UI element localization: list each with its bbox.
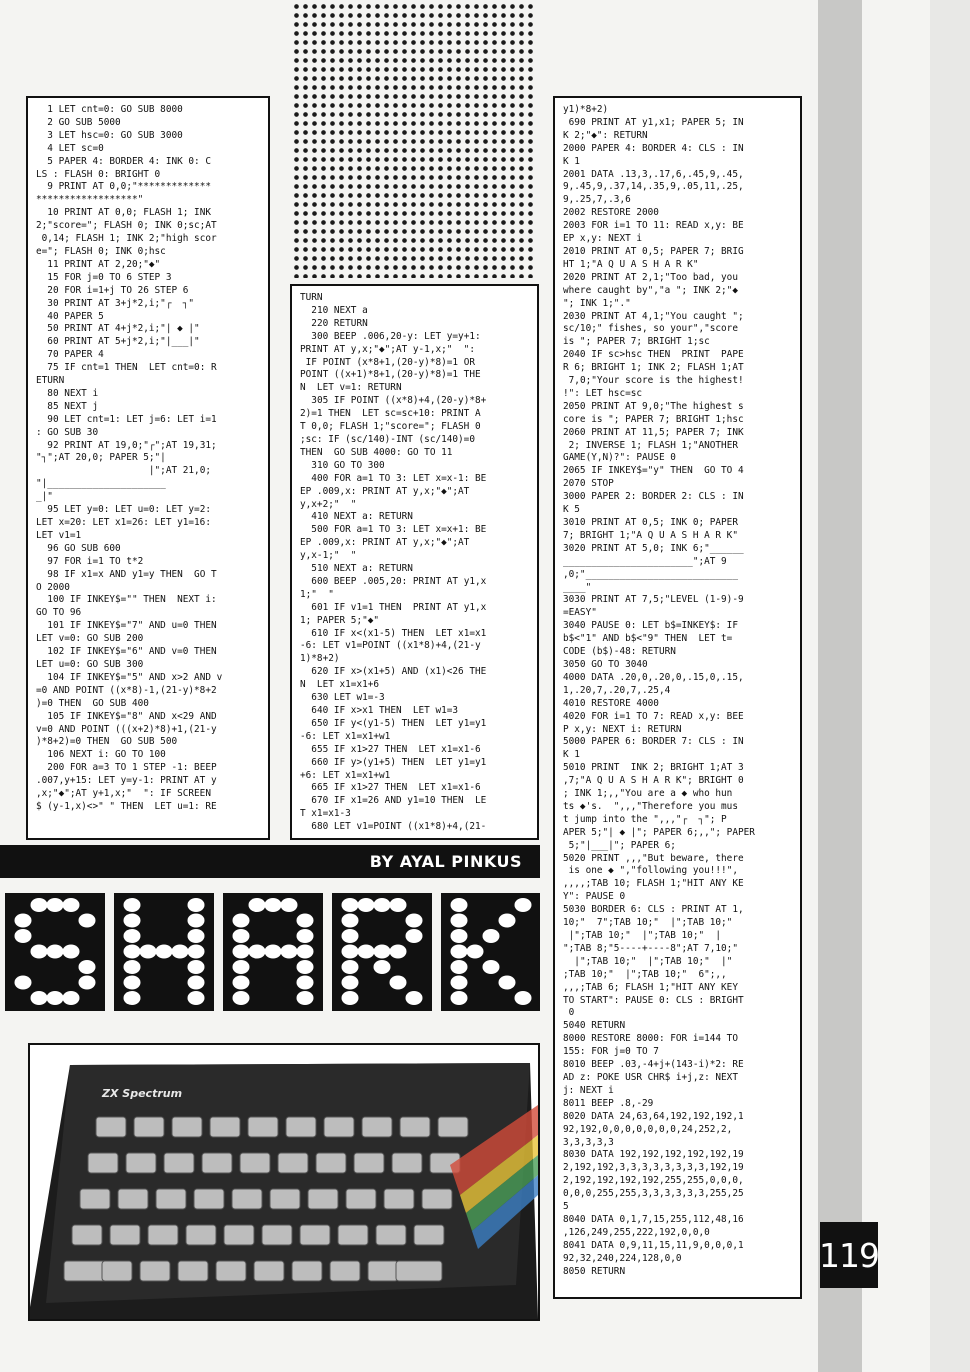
logo-dot <box>172 945 189 959</box>
logo-dot <box>390 976 407 990</box>
keyboard-key <box>140 1261 170 1281</box>
keyboard-key <box>316 1153 346 1173</box>
listing-column-3 <box>553 96 802 1299</box>
keyboard-key <box>392 1153 422 1173</box>
logo-dot <box>515 991 532 1005</box>
listing-column-1 <box>26 96 270 840</box>
keyboard-key <box>376 1225 406 1245</box>
logo-dot <box>281 898 298 912</box>
logo-dot <box>499 976 516 990</box>
page-edge-shade <box>930 0 970 1372</box>
logo-dot <box>342 976 359 990</box>
logo-dot <box>358 898 375 912</box>
keyboard-key <box>362 1117 392 1137</box>
keyboard-key <box>278 1153 308 1173</box>
logo-dot <box>451 976 468 990</box>
keyboard-key <box>324 1117 354 1137</box>
logo-dot <box>342 914 359 928</box>
logo-dot <box>233 991 250 1005</box>
logo-dot <box>188 991 205 1005</box>
keyboard-key <box>210 1117 240 1137</box>
keyboard-key <box>126 1153 156 1173</box>
keyboard-key <box>164 1153 194 1173</box>
keyboard-key <box>232 1189 262 1209</box>
logo-dot <box>15 914 32 928</box>
keyboard-key <box>148 1225 178 1245</box>
keyboard-key <box>368 1261 398 1281</box>
keyboard-key <box>270 1189 300 1209</box>
keyboard-key <box>96 1117 126 1137</box>
keyboard-key <box>88 1153 118 1173</box>
logo-dot <box>451 960 468 974</box>
logo-dot <box>188 945 205 959</box>
logo-dot <box>124 929 141 943</box>
dot-pattern-decoration <box>290 0 537 278</box>
keyboard-key <box>102 1261 132 1281</box>
logo-dot <box>124 976 141 990</box>
logo-dot <box>15 976 32 990</box>
binding-gutter <box>818 0 862 1372</box>
logo-dot <box>374 960 391 974</box>
logo-dot <box>499 914 516 928</box>
logo-dot <box>233 945 250 959</box>
keyboard-key <box>254 1261 284 1281</box>
listing-column-2 <box>290 284 539 840</box>
logo-dot <box>188 929 205 943</box>
logo-dot <box>31 898 48 912</box>
logo-dot <box>63 945 80 959</box>
keyboard-key <box>248 1117 278 1137</box>
logo-dot <box>63 991 80 1005</box>
logo-dot <box>188 960 205 974</box>
logo-dot <box>515 898 532 912</box>
page-number-text: 119 <box>819 1235 879 1275</box>
zx-spectrum-illustration <box>30 1045 538 1319</box>
logo-dot <box>124 960 141 974</box>
logo-dot <box>342 991 359 1005</box>
keyboard-key <box>178 1261 208 1281</box>
keyboard-key <box>286 1117 316 1137</box>
logo-dot <box>342 898 359 912</box>
logo-dot <box>297 945 314 959</box>
logo-dot <box>233 976 250 990</box>
logo-dot <box>390 945 407 959</box>
keyboard-key <box>216 1261 246 1281</box>
logo-dot <box>297 929 314 943</box>
logo-dot <box>79 960 96 974</box>
logo-dot <box>79 914 96 928</box>
logo-dot <box>342 929 359 943</box>
computer-brand-label: ZX Spectrum <box>102 1087 183 1100</box>
logo-dot <box>31 945 48 959</box>
keyboard-key <box>194 1189 224 1209</box>
keyboard-key <box>346 1189 376 1209</box>
keyboard-key <box>134 1117 164 1137</box>
keyboard-key <box>338 1225 368 1245</box>
logo-dot <box>47 945 64 959</box>
logo-dot <box>374 945 391 959</box>
logo-dot <box>124 945 141 959</box>
byline-text: BY AYAL PINKUS <box>369 852 522 871</box>
logo-dot <box>124 914 141 928</box>
logo-dot <box>233 960 250 974</box>
logo-dot <box>249 945 266 959</box>
logo-dot <box>483 960 500 974</box>
logo-dot <box>140 945 157 959</box>
logo-dot <box>358 945 375 959</box>
logo-dot <box>374 898 391 912</box>
listing-text-1: 1 LET cnt=0: GO SUB 8000 2 GO SUB 5000 3 LET hsc=0: GO SUB 3000 4 LET sc=0 5 PAPER 4: BORDER 4: INK 0: C LS : FLASH 0: BRIGHT 0 9 PRINT AT 0,0;"************* ******************" 10 PRINT AT 0,0; FLASH 1; INK 2;"score="; FLASH 0; INK 0;sc;AT 0,14; FLASH 1; INK 2;"high scor e="; FLASH 0; INK 0;hsc 11 PRINT AT 2,20;"◆" 15 FOR j=0 TO 6 STEP 3 20 FOR i=1+j TO 26 STEP 6 30 PRINT AT 3+j*2,i;"┌ ┐" 40 PAPER 5 50 PRINT AT 4+j*2,i;"| ◆ |" 60 PRINT AT 5+j*2,i;"|___|" 70 PAPER 4 75 IF cnt=1 THEN LET cnt=0: R ETURN 80 NEXT i 85 NEXT j 90 LET cnt=1: LET j=6: LET i=1 : GO SUB 30 92 PRINT AT 19,0;"┌";AT 19,31; "┐";AT 20,0; PAPER 5;"| |";AT 21,0; "|_____________________ _|" 95 LET y=0: LET u=0: LET y=2: LET x=20: LET x1=26: LET y1=16: LET v1=1 96 GO SUB 600 97 FOR i=1 TO t*2 98 IF x1=x AND y1=y THEN GO T O 2000 100 IF INKEY$="" THEN NEXT i: GO TO 96 101 IF INKEY$="7" AND u=0 THEN LET v=0: GO SUB 200 102 IF INKEY$="6" AND v=0 THEN LET u=0: GO SUB 300 104 IF INKEY$="5" AND x>2 AND v =0 AND POINT ((x*8)-1,(21-y)*8+2 )=0 THEN GO SUB 400 105 IF INKEY$="8" AND x<29 AND v=0 AND POINT (((x+2)*8)+1,(21-y )*8+2)=0 THEN GO SUB 500 106 NEXT i: GO TO 100 200 FOR a=3 TO 1 STEP -1: BEEP .007,y+15: LET y=y-1: PRINT AT y ,x;"◆";AT y+1,x;" ": IF SCREEN $ (y-1,x)<>" " THEN LET u=1: RE <box>36 104 223 812</box>
logo-dot <box>265 945 282 959</box>
keyboard-key <box>118 1189 148 1209</box>
keyboard-key <box>354 1153 384 1173</box>
keyboard-key <box>330 1261 360 1281</box>
author-byline <box>0 845 540 878</box>
logo-dot <box>79 976 96 990</box>
logo-dot <box>31 991 48 1005</box>
logo-dot <box>47 898 64 912</box>
keyboard-key <box>438 1117 468 1137</box>
keyboard-key <box>240 1153 270 1173</box>
logo-dot <box>156 945 173 959</box>
logo-dot <box>406 914 423 928</box>
logo-dot <box>297 991 314 1005</box>
keyboard-key <box>72 1225 102 1245</box>
keyboard-key <box>422 1189 452 1209</box>
keyboard-key <box>172 1117 202 1137</box>
logo-dot <box>249 898 266 912</box>
keyboard-key <box>186 1225 216 1245</box>
keyboard-key <box>384 1189 414 1209</box>
keyboard-key <box>396 1261 442 1281</box>
keyboard-key <box>262 1225 292 1245</box>
logo-dot <box>342 960 359 974</box>
logo-dot <box>281 945 298 959</box>
logo-dot <box>406 929 423 943</box>
logo-dot <box>15 929 32 943</box>
logo-dot <box>451 929 468 943</box>
keyboard-key <box>202 1153 232 1173</box>
logo-dot <box>47 991 64 1005</box>
keyboard-key <box>80 1189 110 1209</box>
logo-dot <box>188 898 205 912</box>
logo-dot <box>233 929 250 943</box>
keyboard-key <box>308 1189 338 1209</box>
logo-dot <box>297 976 314 990</box>
logo-dot <box>451 945 468 959</box>
logo-dot <box>297 960 314 974</box>
shark-logo <box>0 893 540 1011</box>
logo-dot <box>124 898 141 912</box>
keyboard-key <box>224 1225 254 1245</box>
logo-dot <box>467 945 484 959</box>
logo-dot <box>406 991 423 1005</box>
logo-dot <box>297 914 314 928</box>
logo-dot <box>188 914 205 928</box>
shark-logo-graphic <box>0 893 540 1011</box>
logo-dot <box>188 976 205 990</box>
logo-dot <box>451 991 468 1005</box>
logo-dot <box>265 898 282 912</box>
logo-dot <box>124 991 141 1005</box>
keyboard-key <box>300 1225 330 1245</box>
logo-dot <box>233 914 250 928</box>
keyboard-key <box>400 1117 430 1137</box>
logo-dot <box>342 945 359 959</box>
logo-dot <box>390 898 407 912</box>
keyboard-key <box>292 1261 322 1281</box>
listing-text-3: y1)*8+2) 690 PRINT AT y1,x1; PAPER 5; IN K 2;"◆": RETURN 2000 PAPER 4: BORDER 4: CLS : IN K 1 2001 DATA .13,3,.17,6,.45,9,.45, 9,.45,9,.37,14,.35,9,.05,11,.25, 9,.25,7,.3,6 2002 RESTORE 2000 2003 FOR i=1 TO 11: READ x,y: BE EP x,y: NEXT i 2010 PRINT AT 0,5; PAPER 7; BRIG HT 1;"A Q U A S H A R K" 2020 PRINT AT 2,1;"Too bad, you where caught by","a "; INK 2;"◆ "; INK 1;"." 2030 PRINT AT 4,1;"You caught "; sc/10;" fishes, so your","score is "; PAPER 7; BRIGHT 1;sc 2040 IF sc>hsc THEN PRINT PAPE R 6; BRIGHT 1; INK 2; FLASH 1;AT 7,0;"Your score is the highest! !": LET hsc=sc 2050 PRINT AT 9,0;"The highest s core is "; PAPER 7; BRIGHT 1;hsc 2060 PRINT AT 11,5; PAPER 7; INK 2; INVERSE 1; FLASH 1;"ANOTHER GAME(Y,N)?": PAUSE 0 2065 IF INKEY$="y" THEN GO TO 4 2070 STOP 3000 PAPER 2: BORDER 2: CLS : IN K 5 3010 PRINT AT 0,5; INK 0; PAPER 7; BRIGHT 1;"A Q U A S H A R K" 3020 PRINT AT 5,0; INK 6;"______ _______________________";AT 9 ,0;"___________________________ ____" 3030 PRINT AT 7,5;"LEVEL (1-9)-9 =EASY" 3040 PAUSE 0: LET b$=INKEY$: IF b$<"1" AND b$<"9" THEN LET t= CODE (b$)-48: RETURN 3050 GO TO 3040 4000 DATA .20,0,.20,0,.15,0,.15, 1,.20,7,.20,7,.25,4 4010 RESTORE 4000 4020 FOR i=1 TO 7: READ x,y: BEE P x,y: NEXT i: RETURN 5000 PAPER 6: BORDER 7: CLS : IN K 1 5010 PRINT INK 2; BRIGHT 1;AT 3 ,7;"A Q U A S H A R K"; BRIGHT 0 ; INK 1;,,"You are a ◆ who hun ts ◆'s. ",,,"Therefore you mus t jump into the ",,,"┌ ┐"; P APER 5;"| ◆ |"; PAPER 6;,,"; PAPER 5;"|___|"; PAPER 6; 5020 PRINT ,,,"But beware, there is one ◆ ","following you!!!", ,,,,;TAB 10; FLASH 1;"HIT ANY KE Y": PAUSE 0 5030 BORDER 6: CLS : PRINT AT 1, 10;" 7";TAB 10;" |";TAB 10;" |";TAB 10;" |";TAB 10;" | ";TAB 8;"5----+----8";AT 7,10;" |";TAB 10;" |";TAB 10;" |" ;TAB 10;" |";TAB 10;" 6";,, ,,,;TAB 6; FLASH 1;"HIT ANY KEY TO START": PAUSE 0: CLS : BRIGHT 0 5040 RETURN 8000 RESTORE 8000: FOR i=144 TO 155: FOR j=0 TO 7 8010 BEEP .03,-4+j+(143-i)*2: RE AD z: POKE USR CHR$ i+j,z: NEXT j: NEXT i 8011 BEEP .8,-29 8020 DATA 24,63,64,192,192,192,1 92,192,0,0,0,0,0,0,0,24,252,2, 3,3,3,3,3 8030 DATA 192,192,192,192,192,19 2,192,192,3,3,3,3,3,3,3,3,192,19 2,192,192,192,192,255,255,0,0,0, 0,0,0,255,255,3,3,3,3,3,3,255,25 5 8040 DATA 0,1,7,15,255,112,48,16 ,126,249,255,222,192,0,0,0 8041 DATA 0,9,11,15,11,9,0,0,0,1 92,32,240,224,128,0,0 8050 RETURN <box>563 104 755 1277</box>
keyboard-key <box>414 1225 444 1245</box>
logo-dot <box>483 929 500 943</box>
logo-dot <box>451 914 468 928</box>
logo-dot <box>451 898 468 912</box>
keyboard-key <box>110 1225 140 1245</box>
logo-dot <box>63 898 80 912</box>
zx-spectrum-photo <box>28 1043 540 1321</box>
logo-letters <box>5 893 540 1011</box>
listing-text-2: TURN 210 NEXT a 220 RETURN 300 BEEP .006,20-y: LET y=y+1: PRINT AT y,x;"◆";AT y-1,x;" ": IF POINT (x*8+1,(20-y)*8)=1 OR POINT ((x+1)*8+1,(20-y)*8)=1 THE N LET v=1: RETURN 305 IF POINT ((x*8)+4,(20-y)*8+ 2)=1 THEN LET sc=sc+10: PRINT A T 0,0; FLASH 1;"score="; FLASH 0 ;sc: IF (sc/140)-INT (sc/140)=0 THEN GO SUB 4000: GO TO 11 310 GO TO 300 400 FOR a=1 TO 3: LET x=x-1: BE EP .009,x: PRINT AT y,x;"◆";AT y,x+2;" " 410 NEXT a: RETURN 500 FOR a=1 TO 3: LET x=x+1: BE EP .009,x: PRINT AT y,x;"◆";AT y,x-1;" " 510 NEXT a: RETURN 600 BEEP .005,20: PRINT AT y1,x 1;" " 601 IF v1=1 THEN PRINT AT y1,x 1; PAPER 5;"◆" 610 IF x<(x1-5) THEN LET x1=x1 -6: LET v1=POINT ((x1*8)+4,(21-y 1)*8+2) 620 IF x>(x1+5) AND (x1)<26 THE N LET x1=x1+6 630 LET w1=-3 640 IF x>x1 THEN LET w1=3 650 IF y<(y1-5) THEN LET y1=y1 -6: LET x1=x1+w1 655 IF x1>27 THEN LET x1=x1-6 660 IF y>(y1+5) THEN LET y1=y1 +6: LET x1=x1+w1 665 IF x1>27 THEN LET x1=x1-6 670 IF x1=26 AND y1=10 THEN LE T x1=x1-3 680 LET v1=POINT ((x1*8)+4,(21- <box>300 292 487 833</box>
page-number <box>820 1222 878 1288</box>
keyboard-key <box>156 1189 186 1209</box>
